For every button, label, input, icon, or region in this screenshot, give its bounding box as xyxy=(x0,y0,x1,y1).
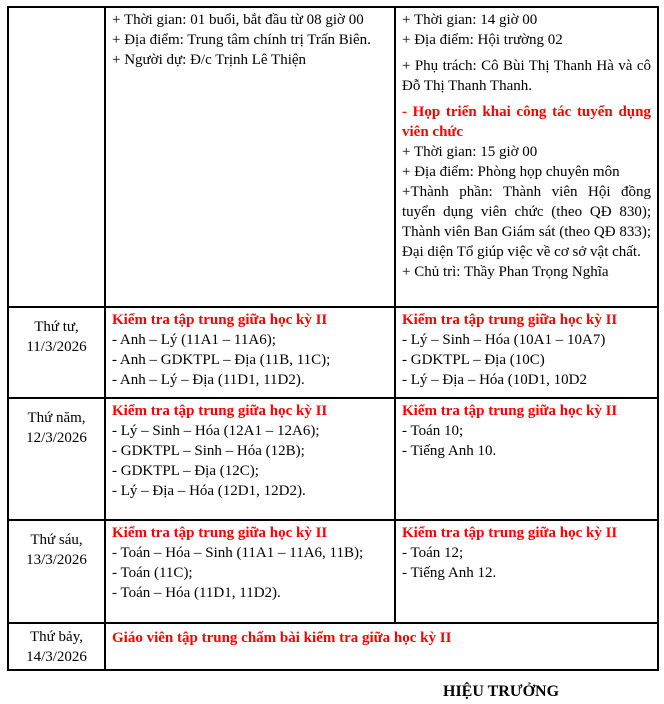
exam-item: - Lý – Sinh – Hóa (10A1 – 10A7) xyxy=(402,332,606,348)
day-date: 12/3/2026 xyxy=(26,430,87,446)
exam-item: - Tiếng Anh 10. xyxy=(402,443,497,459)
table-row xyxy=(8,7,658,307)
exam-item: - Toán – Hóa – Sinh (11A1 – 11A6, 11B); xyxy=(112,545,364,561)
table-row xyxy=(8,307,658,398)
day-cell xyxy=(8,7,105,307)
content-cell xyxy=(395,398,658,520)
day-cell xyxy=(8,398,105,520)
exam-item: - Tiếng Anh 12. xyxy=(402,565,497,581)
exam-item: - GDKTPL – Địa (10C) xyxy=(402,352,545,368)
exam-heading: Kiểm tra tập trung giữa học kỳ II xyxy=(402,403,618,419)
document-page xyxy=(0,6,664,704)
event-detail: + Địa điểm: Hội trường 02 xyxy=(402,32,563,48)
event-detail: + Phụ trách: Cô Bùi Thị Thanh Hà và cô Đỗ Thị Thanh Thanh. xyxy=(402,58,651,94)
exam-item: - Lý – Địa – Hóa (12D1, 12D2). xyxy=(112,483,306,499)
event-detail: + Thời gian: 01 buổi, bắt đầu từ 08 giờ 00 xyxy=(112,12,364,28)
day-cell xyxy=(8,307,105,398)
day-date: 11/3/2026 xyxy=(26,339,87,355)
event-detail: +Thành phần: Thành viên Hội đồng tuyển dụng viên chức (theo QĐ 830); Thành viên Ban Giám sát (theo QĐ 833); Đại diện Tổ giúp việc về cơ sở vật chất. xyxy=(402,184,651,260)
exam-item: - GDKTPL – Sinh – Hóa (12B); xyxy=(112,443,305,459)
event-detail: + Người dự: Đ/c Trịnh Lê Thiện xyxy=(112,52,307,68)
exam-item: - Anh – Lý (11A1 – 11A6); xyxy=(112,332,276,348)
content-cell xyxy=(105,7,395,307)
day-cell xyxy=(8,623,105,670)
exam-heading: Kiểm tra tập trung giữa học kỳ II xyxy=(402,525,618,541)
event-detail: + Thời gian: 15 giờ 00 xyxy=(402,144,538,160)
exam-heading: Kiểm tra tập trung giữa học kỳ II xyxy=(112,312,328,328)
exam-item: - Anh – GDKTPL – Địa (11B, 11C); xyxy=(112,352,331,368)
day-name: Thứ năm, xyxy=(27,410,86,426)
table-row xyxy=(8,398,658,520)
exam-heading: Kiểm tra tập trung giữa học kỳ II xyxy=(402,312,618,328)
event-detail: + Thời gian: 14 giờ 00 xyxy=(402,12,538,28)
event-detail: + Chủ trì: Thầy Phan Trọng Nghĩa xyxy=(402,264,609,280)
signature-title: HIỆU TRƯỞNG xyxy=(443,683,560,700)
content-cell xyxy=(395,307,658,398)
exam-heading: Kiểm tra tập trung giữa học kỳ II xyxy=(112,403,328,419)
exam-item: - Toán (11C); xyxy=(112,565,193,581)
exam-item: - Lý – Địa – Hóa (10D1, 10D2 xyxy=(402,372,587,388)
content-cell xyxy=(395,520,658,623)
table-row xyxy=(8,520,658,623)
content-cell xyxy=(105,398,395,520)
day-cell xyxy=(8,520,105,623)
content-cell xyxy=(105,307,395,398)
day-name: Thứ tư, xyxy=(34,319,79,335)
event-title: - Họp triển khai công tác tuyển dụng viên chức xyxy=(402,104,651,140)
content-cell xyxy=(105,623,658,670)
day-date: 13/3/2026 xyxy=(26,552,87,568)
exam-item: - Toán 12; xyxy=(402,545,464,561)
event-detail: + Địa điểm: Trung tâm chính trị Trấn Biên. xyxy=(112,32,371,48)
day-date: 14/3/2026 xyxy=(26,649,87,665)
schedule-table xyxy=(7,6,659,671)
exam-heading: Giáo viên tập trung chấm bài kiểm tra giữa học kỳ II xyxy=(112,630,452,646)
content-cell xyxy=(395,7,658,307)
exam-item: - Anh – Lý – Địa (11D1, 11D2). xyxy=(112,372,305,388)
event-detail: + Địa điểm: Phòng họp chuyên môn xyxy=(402,164,620,180)
table-row xyxy=(8,623,658,670)
exam-item: - Toán – Hóa (11D1, 11D2). xyxy=(112,585,281,601)
day-name: Thứ bảy, xyxy=(30,629,83,645)
exam-item: - GDKTPL – Địa (12C); xyxy=(112,463,259,479)
content-cell xyxy=(105,520,395,623)
day-name: Thứ sáu, xyxy=(30,532,83,548)
exam-item: - Toán 10; xyxy=(402,423,464,439)
exam-heading: Kiểm tra tập trung giữa học kỳ II xyxy=(112,525,328,541)
exam-item: - Lý – Sinh – Hóa (12A1 – 12A6); xyxy=(112,423,320,439)
